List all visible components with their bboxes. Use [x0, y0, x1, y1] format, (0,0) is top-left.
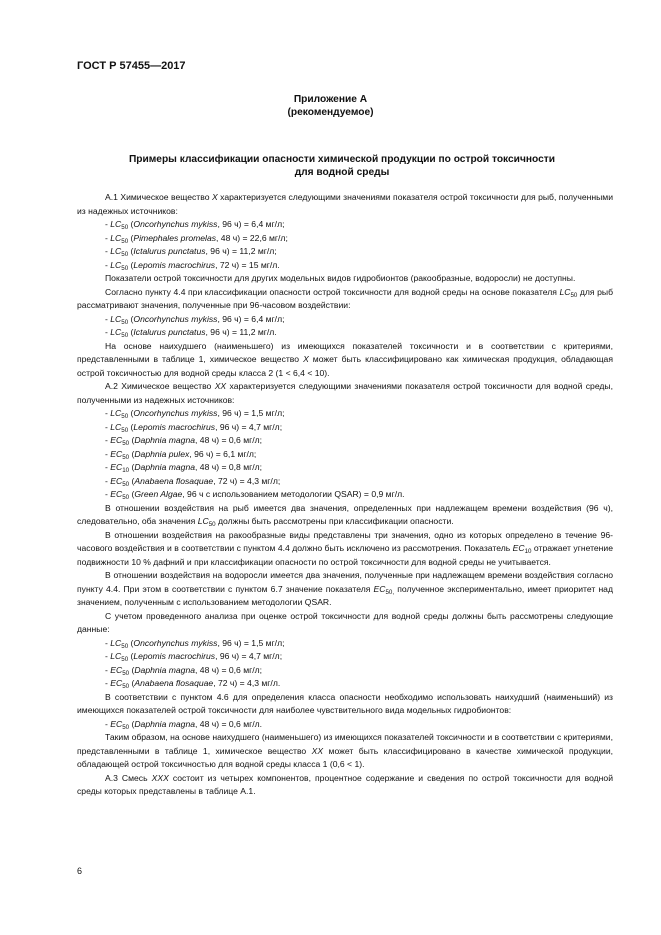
- paragraph-algae: В отношении воздействия на водоросли имеется два значения, полученные при надлежащем времени воздействия согласно пункту 4.4. При этом в соответствии с пунктом 6.7 значение показателя $EC_{50,}$ полученное экспериментально, имеет приоритет над значением, полученным с использованием методологии QSAR.: [77, 570, 613, 607]
- paragraph-considered-data: С учетом проведенного анализа при оценке острой токсичности для водной среды должны быть рассмотрены следующие данные:: [77, 610, 613, 634]
- toxicity-list-3: [77, 407, 613, 502]
- paragraph-a3: А.3 Смесь XXX состоит из четырех компонентов, процентное содержание и сведения по острой токсичности для водной среды которых представлены в таблице А.1.: [77, 772, 614, 796]
- standard-header: ГОСТ Р 57455—2017: [77, 60, 186, 72]
- list-item: - $EC_{50}$ (Daphnia pulex, 96 ч) = 6,1 мг/л;: [105, 448, 257, 461]
- list-item: - $LC_{50}$ (Oncorhynchus mykiss, 96 ч) = 1,5 мг/л;: [105, 408, 285, 420]
- annex-label: Приложение А: [293, 94, 368, 105]
- list-item: - $LC_{50}$ (Oncorhynchus mykiss, 96 ч) = 6,4 мг/л;: [105, 219, 285, 231]
- title-line-1: Примеры классификации опасности химической продукции по острой токсичности: [128, 154, 556, 165]
- paragraph-no-data: Показатели острой токсичности для других модельных видов гидробионтов (ракообразные, водоросли) не доступны.: [105, 273, 576, 283]
- list-item: - $LC_{50}$ (Oncorhynchus mykiss, 96 ч) = 1,5 мг/л;: [105, 637, 285, 650]
- list-item: - $EC_{50}$ (Daphnia magna, 48 ч) = 0,6 мг/л.: [105, 718, 263, 731]
- annex-status: (рекомендуемое): [287, 107, 374, 118]
- list-item: - $EC_{50}$ (Daphnia magna, 48 ч) = 0,6 мг/л;: [105, 435, 263, 447]
- annex-heading: [0, 93, 661, 119]
- paragraph-crustaceans: В отношении воздействия на ракообразные виды представлены три значения, одно из которых определено в течение 96-часового воздействия и в соответствии с пунктом 4.4 должно быть исключено из рассмотрения. Показатель $EC_{10}$ отражает угнетение подвижности 10 % дафний и при классификации опасности по острой токсичности для водной среды не учитывается.: [77, 529, 614, 567]
- toxicity-list-1: [77, 218, 613, 272]
- list-item: - $LC_{50}$ (Ictalurus punctatus, 96 ч) = 11,2 мг/л;: [105, 246, 277, 258]
- page-number: 6: [77, 866, 83, 876]
- toxicity-list-4: [77, 637, 613, 691]
- list-item: - $EC_{50}$ (Daphnia magna, 48 ч) = 0,6 мг/л;: [105, 664, 263, 677]
- list-item: - $LC_{50}$ (Pimephales promelas, 48 ч) = 22,6 мг/л;: [105, 232, 288, 245]
- title-line-2: для водной среды: [294, 167, 390, 178]
- list-item: - $LC_{50}$ (Lepomis macrochirus, 72 ч) = 15 мг/л.: [105, 259, 280, 272]
- paragraph-fish: В отношении воздействия на рыб имеется два значения, определенных при надлежащем времени воздействия (96 ч), следовательно, оба значения $LC_{50}$ должны быть рассмотрены при классификации опасности.: [77, 502, 613, 528]
- paragraph-clause-4-6: В соответствии с пунктом 4.6 для определения класса опасности необходимо использовать наихудший (наименьший) из имеющихся показателей острой токсичности для наиболее чувствительного вида модельных гидробионтов:: [77, 691, 613, 715]
- body-text: [77, 191, 613, 799]
- paragraph-a1: А.1 Химическое вещество X характеризуется следующими значениями показателя острой токсичности для рыб, полученными из надежных источников:: [77, 192, 613, 216]
- toxicity-list-5: [77, 718, 613, 732]
- section-title: [77, 153, 607, 179]
- paragraph-worst-case-1: На основе наихудшего (наименьшего) из имеющихся показателей токсичности и в соответствии с критериями, представленными в таблице 1, химическое вещество X может быть классифицировано как химическая продукция, обладающая острой токсичностью для водной среды класса 2 (1 < 6,4 < 10).: [77, 340, 613, 378]
- list-item: - $LC_{50}$ (Lepomis macrochirus, 96 ч) = 4,7 мг/л;: [105, 421, 283, 434]
- list-item: - $EC_{50}$ (Anabaena flosaquae, 72 ч) = 4,3 мг/л;: [105, 475, 281, 488]
- list-item: - $EC_{50}$ (Green Algae, 96 ч с использованием методологии QSAR) = 0,9 мг/л.: [105, 489, 405, 501]
- list-item: - $EC_{10}$ (Daphnia magna, 48 ч) = 0,8 мг/л;: [105, 462, 263, 474]
- paragraph-clause-4-4: Согласно пункту 4.4 при классификации опасности острой токсичности для водной среды на основе показателя $LC_{50}$ для рыб рассматривают значения, полученные при 96-часовом воздействии:: [77, 286, 613, 310]
- list-item: - $LC_{50}$ (Lepomis macrochirus, 96 ч) = 4,7 мг/л;: [105, 651, 283, 663]
- toxicity-list-2: [77, 313, 613, 340]
- paragraph-a2: А.2 Химическое вещество XX характеризуется следующими значениями показателя острой токсичности для водной среды, полученными из надежных источников:: [77, 381, 613, 405]
- paragraph-worst-case-2: Таким образом, на основе наихудшего (наименьшего) из имеющихся показателей токсичности и в соответствии с критериями, представленными в таблице 1, химическое вещество XX может быть классифицировано в качестве химической продукции, обладающей острой токсичностью для водной среды класса 1 (0,6 < 1).: [77, 732, 614, 769]
- list-item: - $LC_{50}$ (Oncorhynchus mykiss, 96 ч) = 6,4 мг/л;: [105, 313, 285, 326]
- list-item: - $EC_{50}$ (Anabaena flosaquae, 72 ч) = 4,3 мг/л.: [105, 678, 281, 690]
- list-item: - $LC_{50}$ (Ictalurus punctatus, 96 ч) = 11,2 мг/л.: [105, 327, 277, 339]
